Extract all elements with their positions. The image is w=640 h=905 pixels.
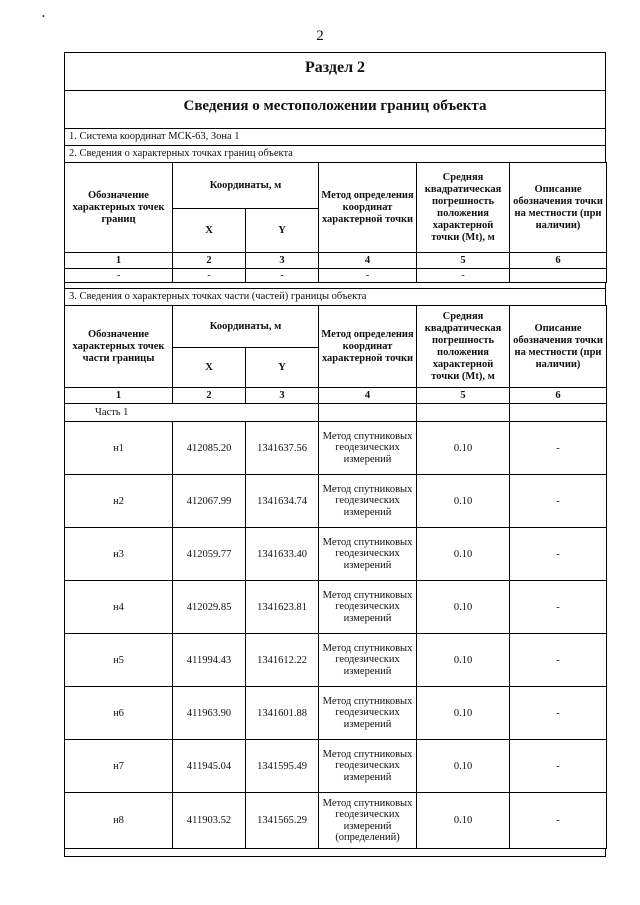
section-title: Раздел 2 <box>64 52 606 82</box>
table-row <box>65 422 607 475</box>
description: - <box>510 687 607 740</box>
header-coordinates: Координаты, м <box>173 163 319 209</box>
points-body <box>65 422 607 849</box>
point-id: н2 <box>65 475 173 528</box>
coord-x: 411994.43 <box>173 634 246 687</box>
col-number: 1 <box>65 388 173 404</box>
scan-speck: • <box>42 12 45 21</box>
empty-cell <box>510 269 607 283</box>
header-y: Y <box>246 348 319 388</box>
error-value: 0.10 <box>417 528 510 581</box>
description: - <box>510 740 607 793</box>
empty-cell <box>417 404 510 422</box>
col-number: 2 <box>173 253 246 269</box>
empty-cell: - <box>319 269 417 283</box>
coord-y: 1341634.74 <box>246 475 319 528</box>
empty-cell <box>246 404 319 422</box>
empty-cell: - <box>417 269 510 283</box>
boundary-points-table <box>64 162 607 283</box>
part-points-table <box>64 305 607 849</box>
empty-cell: - <box>65 269 173 283</box>
description: - <box>510 793 607 849</box>
error-value: 0.10 <box>417 581 510 634</box>
description: - <box>510 528 607 581</box>
point-id: н8 <box>65 793 173 849</box>
header-coordinates: Координаты, м <box>173 306 319 348</box>
col-number: 6 <box>510 388 607 404</box>
method: Метод спутниковых геодезических измерений <box>319 475 417 528</box>
empty-data-row <box>65 269 607 283</box>
header-method: Метод определения координат характерной точки <box>319 163 417 253</box>
method: Метод спутниковых геодезических измерений <box>319 528 417 581</box>
header-y: Y <box>246 209 319 253</box>
coord-y: 1341623.81 <box>246 581 319 634</box>
table-row <box>65 687 607 740</box>
coord-x: 412085.20 <box>173 422 246 475</box>
error-value: 0.10 <box>417 634 510 687</box>
column-number-row <box>65 388 607 404</box>
section-subtitle: Сведения о местоположении границ объекта <box>64 90 606 120</box>
part-label: Часть 1 <box>65 404 246 422</box>
error-value: 0.10 <box>417 475 510 528</box>
point-id: н5 <box>65 634 173 687</box>
col-number: 5 <box>417 388 510 404</box>
error-value: 0.10 <box>417 793 510 849</box>
error-value: 0.10 <box>417 687 510 740</box>
coord-system-line: 1. Система координат МСК-63, Зона 1 <box>64 128 606 145</box>
document-body <box>64 52 606 857</box>
table-row <box>65 581 607 634</box>
column-number-row <box>65 253 607 269</box>
coord-x: 412029.85 <box>173 581 246 634</box>
coord-x: 411945.04 <box>173 740 246 793</box>
description: - <box>510 422 607 475</box>
empty-cell <box>319 404 417 422</box>
method: Метод спутниковых геодезических измерений (определений) <box>319 793 417 849</box>
coord-y: 1341565.29 <box>246 793 319 849</box>
method: Метод спутниковых геодезических измерений <box>319 740 417 793</box>
point-id: н4 <box>65 581 173 634</box>
part2-title: 2. Сведения о характерных точках границ объекта <box>64 145 606 162</box>
coord-x: 411903.52 <box>173 793 246 849</box>
col-number: 4 <box>319 253 417 269</box>
header-description: Описание обозначения точки на местности (при наличии) <box>510 306 607 388</box>
description: - <box>510 475 607 528</box>
coord-y: 1341595.49 <box>246 740 319 793</box>
method: Метод спутниковых геодезических измерений <box>319 634 417 687</box>
table-row <box>65 634 607 687</box>
error-value: 0.10 <box>417 422 510 475</box>
col-number: 3 <box>246 253 319 269</box>
description: - <box>510 634 607 687</box>
table-footer <box>64 849 606 857</box>
point-id: н3 <box>65 528 173 581</box>
empty-cell <box>510 404 607 422</box>
col-number: 4 <box>319 388 417 404</box>
col-number: 5 <box>417 253 510 269</box>
header-designation: Обозначение характерных точек границ <box>65 163 173 253</box>
part-label-row <box>65 404 607 422</box>
description: - <box>510 581 607 634</box>
coord-y: 1341601.88 <box>246 687 319 740</box>
coord-y: 1341612.22 <box>246 634 319 687</box>
method: Метод спутниковых геодезических измерений <box>319 422 417 475</box>
col-number: 3 <box>246 388 319 404</box>
spacer <box>64 82 606 90</box>
header-designation-part: Обозначение характерных точек части границы <box>65 306 173 388</box>
point-id: н6 <box>65 687 173 740</box>
header-error: Средняя квадратическая погрешность положения характерной точки (Mt), м <box>417 163 510 253</box>
header-description: Описание обозначения точки на местности (при наличии) <box>510 163 607 253</box>
col-number: 1 <box>65 253 173 269</box>
table-row <box>65 528 607 581</box>
spacer <box>64 120 606 128</box>
col-number: 6 <box>510 253 607 269</box>
table-row <box>65 793 607 849</box>
coord-y: 1341637.56 <box>246 422 319 475</box>
coord-x: 412059.77 <box>173 528 246 581</box>
col-number: 2 <box>173 388 246 404</box>
table-row <box>65 740 607 793</box>
empty-cell: - <box>173 269 246 283</box>
coord-x: 411963.90 <box>173 687 246 740</box>
header-x: X <box>173 209 246 253</box>
coord-x: 412067.99 <box>173 475 246 528</box>
table-row <box>65 475 607 528</box>
error-value: 0.10 <box>417 740 510 793</box>
method: Метод спутниковых геодезических измерений <box>319 581 417 634</box>
header-error: Средняя квадратическая погрешность положения характерной точки (Mt), м <box>417 306 510 388</box>
point-id: н7 <box>65 740 173 793</box>
part3-title: 3. Сведения о характерных точках части (частей) границы объекта <box>64 288 606 305</box>
coord-y: 1341633.40 <box>246 528 319 581</box>
point-id: н1 <box>65 422 173 475</box>
header-x: X <box>173 348 246 388</box>
header-method: Метод определения координат характерной точки <box>319 306 417 388</box>
method: Метод спутниковых геодезических измерений <box>319 687 417 740</box>
page-number: 2 <box>316 28 324 44</box>
empty-cell: - <box>246 269 319 283</box>
